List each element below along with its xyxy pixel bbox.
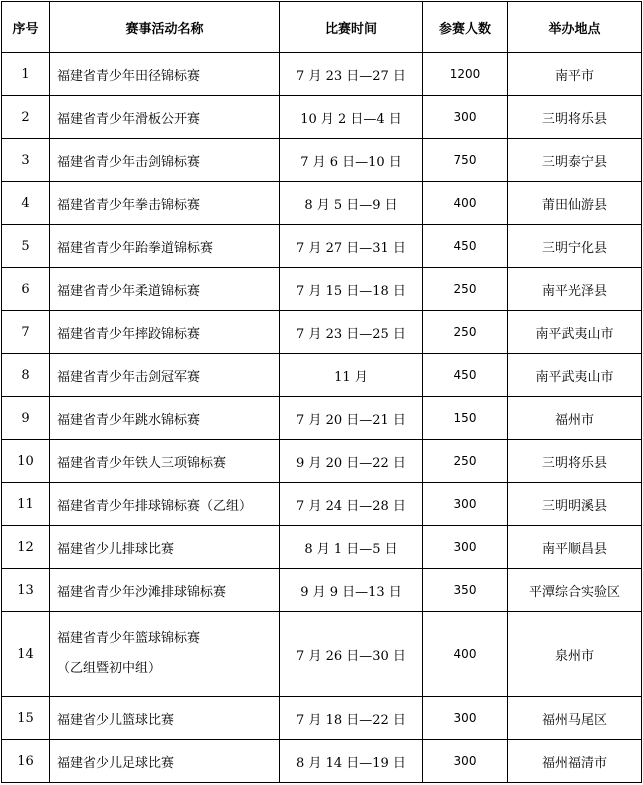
row-count: 1200 bbox=[423, 53, 508, 96]
header-no: 序号 bbox=[2, 2, 50, 53]
row-name-line2: （乙组暨初中组） bbox=[57, 661, 162, 676]
row-time: 8 月 1 日—5 日 bbox=[280, 526, 423, 569]
row-count: 400 bbox=[423, 612, 508, 697]
row-name bbox=[50, 612, 280, 697]
table-row bbox=[2, 526, 642, 569]
table-row bbox=[2, 182, 642, 225]
row-time: 7 月 6 日—10 日 bbox=[280, 139, 423, 182]
row-no: 9 bbox=[2, 397, 50, 440]
row-count: 250 bbox=[423, 311, 508, 354]
table-row bbox=[2, 569, 642, 612]
row-count: 300 bbox=[423, 526, 508, 569]
row-place: 福州马尾区 bbox=[508, 697, 642, 740]
row-count: 300 bbox=[423, 697, 508, 740]
table-row bbox=[2, 96, 642, 139]
row-time: 7 月 18 日—22 日 bbox=[280, 697, 423, 740]
row-name: 福建省少儿排球比赛 bbox=[50, 526, 280, 569]
row-name: 福建省青少年田径锦标赛 bbox=[50, 53, 280, 96]
row-time: 7 月 27 日—31 日 bbox=[280, 225, 423, 268]
row-count: 250 bbox=[423, 268, 508, 311]
table-row bbox=[2, 740, 642, 783]
row-count: 300 bbox=[423, 740, 508, 783]
row-no: 4 bbox=[2, 182, 50, 225]
header-count: 参赛人数 bbox=[423, 2, 508, 53]
row-place: 南平光泽县 bbox=[508, 268, 642, 311]
row-name: 福建省青少年拳击锦标赛 bbox=[50, 182, 280, 225]
row-no: 15 bbox=[2, 697, 50, 740]
table-row bbox=[2, 354, 642, 397]
row-name: 福建省少儿足球比赛 bbox=[50, 740, 280, 783]
table-row bbox=[2, 697, 642, 740]
row-no: 10 bbox=[2, 440, 50, 483]
row-name: 福建省青少年跆拳道锦标赛 bbox=[50, 225, 280, 268]
row-no: 12 bbox=[2, 526, 50, 569]
row-time: 10 月 2 日—4 日 bbox=[280, 96, 423, 139]
row-place: 南平市 bbox=[508, 53, 642, 96]
row-no: 1 bbox=[2, 53, 50, 96]
row-name: 福建省青少年摔跤锦标赛 bbox=[50, 311, 280, 354]
row-count: 750 bbox=[423, 139, 508, 182]
row-time: 7 月 26 日—30 日 bbox=[280, 612, 423, 697]
row-time: 9 月 20 日—22 日 bbox=[280, 440, 423, 483]
row-place: 莆田仙游县 bbox=[508, 182, 642, 225]
table-row bbox=[2, 268, 642, 311]
row-no: 3 bbox=[2, 139, 50, 182]
row-time: 7 月 20 日—21 日 bbox=[280, 397, 423, 440]
row-place: 泉州市 bbox=[508, 612, 642, 697]
row-no: 14 bbox=[2, 612, 50, 697]
row-place: 南平顺昌县 bbox=[508, 526, 642, 569]
table-row bbox=[2, 53, 642, 96]
row-count: 250 bbox=[423, 440, 508, 483]
header-name: 赛事活动名称 bbox=[50, 2, 280, 53]
row-name: 福建省青少年铁人三项锦标赛 bbox=[50, 440, 280, 483]
row-name: 福建省青少年排球锦标赛（乙组） bbox=[50, 483, 280, 526]
row-no: 11 bbox=[2, 483, 50, 526]
row-count: 450 bbox=[423, 354, 508, 397]
row-place: 福州市 bbox=[508, 397, 642, 440]
row-no: 5 bbox=[2, 225, 50, 268]
row-place: 福州福清市 bbox=[508, 740, 642, 783]
table-row bbox=[2, 139, 642, 182]
row-place: 三明将乐县 bbox=[508, 96, 642, 139]
row-no: 13 bbox=[2, 569, 50, 612]
row-name-line1: 福建省青少年篮球锦标赛 bbox=[57, 631, 201, 646]
row-no: 2 bbox=[2, 96, 50, 139]
row-name: 福建省青少年击剑冠军赛 bbox=[50, 354, 280, 397]
row-time: 9 月 9 日—13 日 bbox=[280, 569, 423, 612]
row-count: 150 bbox=[423, 397, 508, 440]
row-count: 400 bbox=[423, 182, 508, 225]
row-no: 7 bbox=[2, 311, 50, 354]
table-row bbox=[2, 311, 642, 354]
row-time: 7 月 24 日—28 日 bbox=[280, 483, 423, 526]
row-place: 平潭综合实验区 bbox=[508, 569, 642, 612]
row-time: 7 月 23 日—27 日 bbox=[280, 53, 423, 96]
row-time: 8 月 14 日—19 日 bbox=[280, 740, 423, 783]
table-row bbox=[2, 483, 642, 526]
row-count: 350 bbox=[423, 569, 508, 612]
row-place: 三明泰宁县 bbox=[508, 139, 642, 182]
row-no: 8 bbox=[2, 354, 50, 397]
header-place: 举办地点 bbox=[508, 2, 642, 53]
row-time: 7 月 23 日—25 日 bbox=[280, 311, 423, 354]
table-row bbox=[2, 397, 642, 440]
row-name: 福建省青少年沙滩排球锦标赛 bbox=[50, 569, 280, 612]
row-name: 福建省青少年击剑锦标赛 bbox=[50, 139, 280, 182]
table-row bbox=[2, 225, 642, 268]
events-table bbox=[1, 1, 642, 783]
row-name: 福建省青少年跳水锦标赛 bbox=[50, 397, 280, 440]
row-place: 三明明溪县 bbox=[508, 483, 642, 526]
table-row bbox=[2, 440, 642, 483]
row-count: 300 bbox=[423, 96, 508, 139]
row-time: 8 月 5 日—9 日 bbox=[280, 182, 423, 225]
row-name: 福建省青少年柔道锦标赛 bbox=[50, 268, 280, 311]
row-time: 7 月 15 日—18 日 bbox=[280, 268, 423, 311]
row-count: 300 bbox=[423, 483, 508, 526]
header-time: 比赛时间 bbox=[280, 2, 423, 53]
row-count: 450 bbox=[423, 225, 508, 268]
row-no: 6 bbox=[2, 268, 50, 311]
row-place: 南平武夷山市 bbox=[508, 354, 642, 397]
row-place: 南平武夷山市 bbox=[508, 311, 642, 354]
row-time: 11 月 bbox=[280, 354, 423, 397]
row-no: 16 bbox=[2, 740, 50, 783]
row-place: 三明将乐县 bbox=[508, 440, 642, 483]
table-row bbox=[2, 612, 642, 697]
row-name: 福建省青少年滑板公开赛 bbox=[50, 96, 280, 139]
row-place: 三明宁化县 bbox=[508, 225, 642, 268]
header-row bbox=[2, 2, 642, 53]
row-name: 福建省少儿篮球比赛 bbox=[50, 697, 280, 740]
